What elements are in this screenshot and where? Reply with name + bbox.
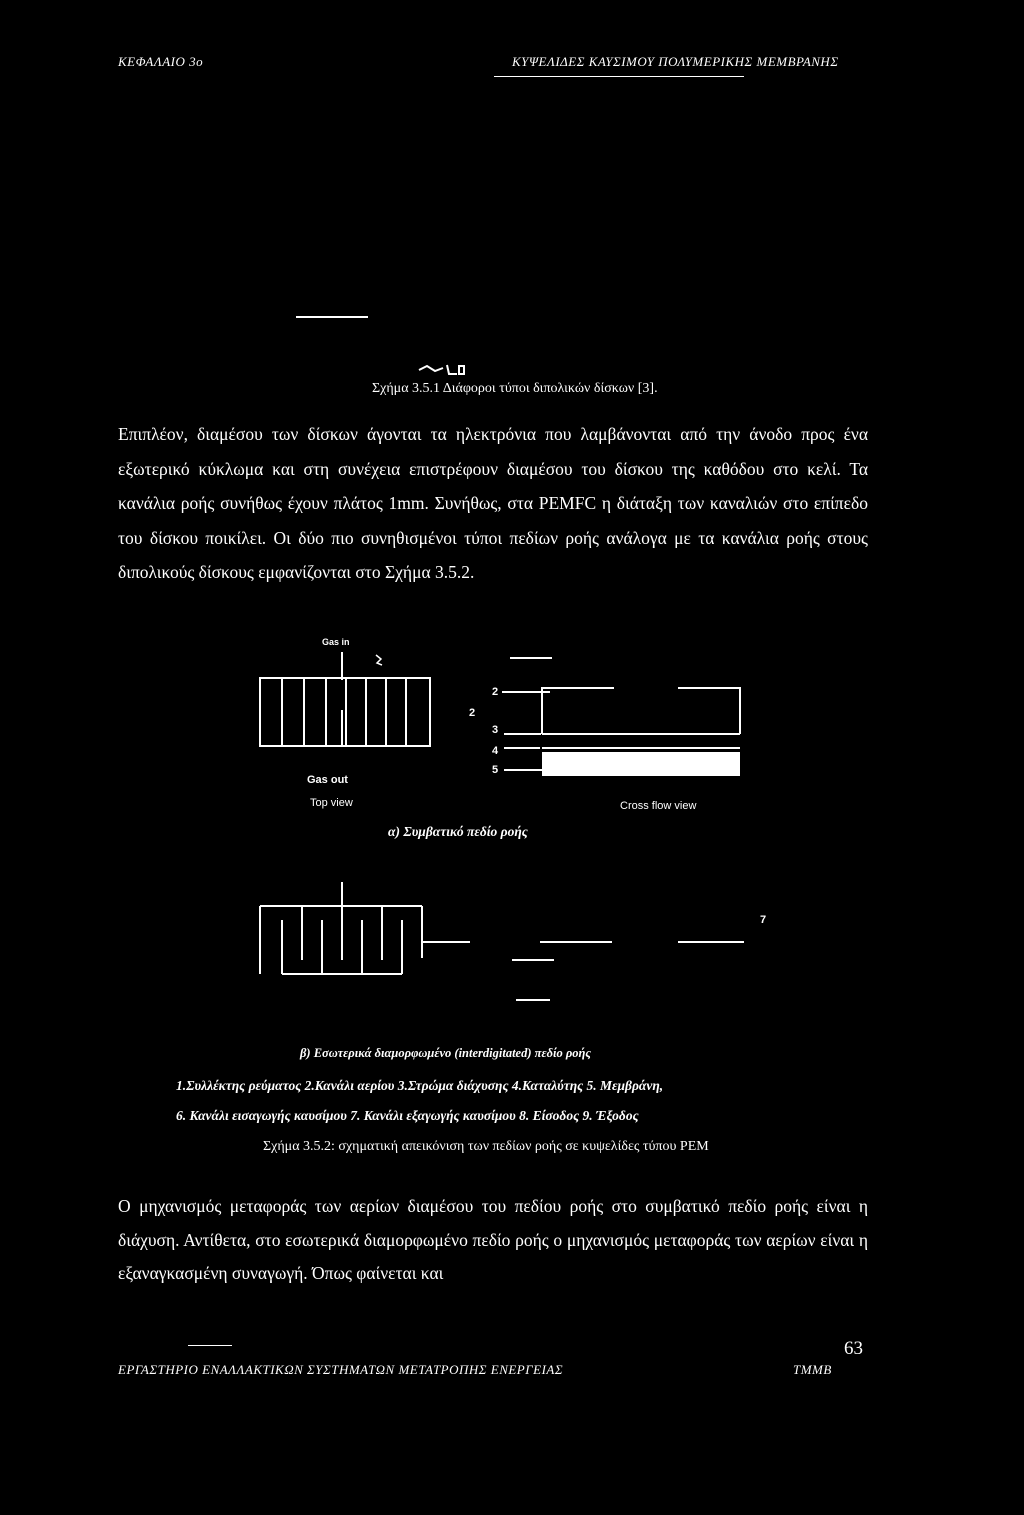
- footer-lab: ΕΡΓΑΣΤΗΡΙΟ ΕΝΑΛΛΑΚΤΙΚΩΝ ΣΥΣΤΗΜΑΤΩΝ ΜΕΤΑΤΡΟΠΗΣ ΕΝΕΡΓΕΙΑΣ: [118, 1362, 564, 1377]
- footer-dept: ΤΜΜΒ: [793, 1362, 832, 1377]
- figure-351-caption: Σχήμα 3.5.1 Διάφοροι τύποι διπολικών δίσκων [3].: [372, 381, 658, 396]
- label-3: 3: [492, 724, 499, 736]
- chapter-header: ΚΕΦΑΛΑΙΟ 3ο: [118, 54, 204, 69]
- footer-rule: [188, 1345, 232, 1346]
- interdigitated-diagram: [250, 880, 770, 1006]
- figure-352-caption: Σχήμα 3.5.2: σχηματική απεικόνιση των πεδίων ροής σε κυψελίδες τύπου PEM: [263, 1139, 709, 1154]
- label-2-left: 2: [469, 707, 476, 719]
- label-7: 7: [760, 914, 767, 926]
- conventional-top-view-diagram: [254, 650, 444, 760]
- gas-in-label: Gas in: [322, 637, 350, 647]
- page-number: 63: [844, 1338, 863, 1359]
- label-4: 4: [492, 745, 499, 757]
- label-5: 5: [492, 764, 499, 776]
- part-b-caption: β) Εσωτερικά διαμορφωμένο (interdigitated) πεδίο ροής: [300, 1046, 591, 1060]
- top-view-label: Top view: [310, 797, 353, 809]
- header-rule: [494, 76, 744, 77]
- part-a-caption: α) Συμβατικό πεδίο ροής: [388, 824, 528, 839]
- figure-legend-line-2: 6. Κανάλι εισαγωγής καυσίμου 7. Κανάλι εξαγωγής καυσίμου 8. Είσοδος 9. Έξοδος: [176, 1108, 639, 1123]
- body-paragraph-1: Επιπλέον, διαμέσου των δίσκων άγονται τα ηλεκτρόνια που λαμβάνονται από την άνοδο προς ένα εξωτερικό κύκλωμα και στη συνέχεια επιστρέφουν διαμέσου του δίσκου της καθόδου στο κελί. Τα κανάλια ροής συνήθως έχουν πλάτος 1mm. Συνήθως, στα PEMFC η διάταξη των καναλιών στο επίπεδο του δίσκου ποικίλει. Οι δύο πιο συνηθισμένοι τύποι πεδίων ροής ανάλογα με τα κανάλια ροής στους διπολικούς δίσκους εμφανίζονται στο Σχήμα 3.5.2.: [118, 424, 868, 582]
- label-2-top: 2: [492, 686, 499, 698]
- figure-legend-line-1: 1.Συλλέκτης ρεύματος 2.Κανάλι αερίου 3.Στρώμα διάχυσης 4.Καταλύτης 5. Μεμβράνη,: [176, 1078, 664, 1093]
- cross-flow-view-diagram: [466, 650, 756, 782]
- figure-351-remnant-line: [296, 316, 368, 318]
- gas-out-label: Gas out: [307, 774, 348, 786]
- running-title: ΚΥΨΕΛΙΔΕΣ ΚΑΥΣΙΜΟΥ ΠΟΛΥΜΕΡΙΚΗΣ ΜΕΜΒΡΑΝΗΣ: [512, 54, 839, 69]
- arrow-mark: [373, 653, 385, 667]
- body-paragraph-2: Ο μηχανισμός μεταφοράς των αερίων διαμέσου του πεδίου ροής στο συμβατικό πεδίο ροής είναι η διάχυση. Αντίθετα, στο εσωτερικά διαμορφωμένο πεδίο ροής ο μηχανισμός μεταφοράς των αερίων είναι η εξαναγκασμένη συναγωγή. Όπως φαίνεται και: [118, 1196, 868, 1283]
- figure-351-remnant-mark: [417, 362, 465, 376]
- cross-flow-view-label: Cross flow view: [620, 800, 697, 812]
